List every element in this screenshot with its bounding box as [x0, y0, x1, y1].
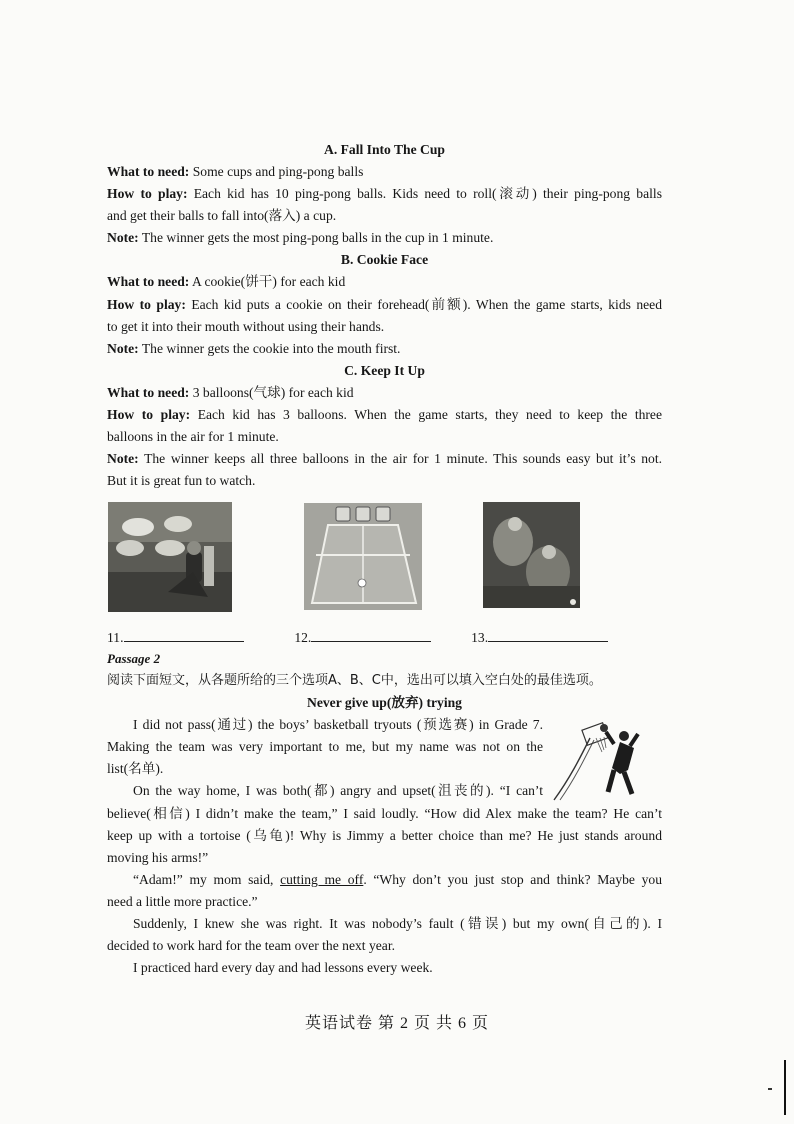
p4-line2: decided to work hard for the team over the next year.	[107, 938, 395, 953]
cookie-face-photo	[483, 502, 580, 608]
need-label: What to need:	[107, 164, 190, 179]
answer-blanks	[107, 627, 667, 649]
game-b-need	[107, 271, 662, 293]
p3-post: . “Why don’t you just stop and think? Maybe you	[363, 872, 662, 887]
need-label: What to need:	[107, 385, 190, 400]
how-text: Each kid has 10 ping-pong balls. Kids need to roll(滚动) their ping-pong balls	[193, 186, 662, 201]
game-c-title: C. Keep It Up	[344, 363, 425, 378]
p2-line4: moving his arms!”	[107, 850, 209, 865]
game-a-note	[107, 227, 662, 249]
q13-blank[interactable]	[488, 627, 608, 642]
scan-edge-mark	[784, 1060, 786, 1115]
p3-pre: “Adam!” my mom said,	[133, 872, 281, 887]
need-label: What to need:	[107, 274, 190, 289]
game-c-note-line2: But it is great fun to watch.	[107, 473, 256, 488]
how-label: How to play:	[107, 407, 191, 422]
passage-title: Never give up(放弃) trying	[307, 695, 462, 710]
how-label: How to play:	[107, 297, 186, 312]
game-b-how-line1	[107, 294, 662, 316]
passage-label: Passage 2	[107, 651, 161, 666]
game-c-need	[107, 382, 662, 404]
game-a-how-line1	[107, 183, 662, 205]
scan-mark	[768, 1088, 772, 1090]
passage-instruction: 阅读下面短文，从各题所给的三个选项A、B、C中，选出可以填入空白处的最佳选项。	[107, 673, 602, 688]
note-text: The winner gets the most ping-pong balls in the cup in 1 minute.	[141, 230, 494, 245]
game-b-title: B. Cookie Face	[340, 252, 429, 267]
p1-line2: Making the team was very important to me, but my name was not on the	[107, 739, 543, 754]
p2-line1: On the way home, I was both(都) angry and upset(沮丧的). “I can’t	[133, 783, 543, 798]
need-text: 3 balloons(气球) for each kid	[192, 385, 354, 400]
game-c-how-line1	[107, 404, 662, 426]
note-text: The winner gets the cookie into the mouth first.	[141, 341, 401, 356]
need-text: Some cups and ping-pong balls	[192, 164, 364, 179]
page-footer: 英语试卷 第 2 页 共 6 页	[304, 1015, 489, 1032]
p1-line3: list(名单).	[107, 761, 164, 776]
game-a-how-line2: and get their balls to fall into(落入) a cup.	[107, 208, 337, 223]
game-c-how-line2: balloons in the air for 1 minute.	[107, 429, 279, 444]
game-b-note	[107, 338, 662, 360]
balloons-photo	[108, 502, 232, 612]
p3-line2: need a little more practice.”	[107, 894, 258, 909]
note-text: The winner keeps all three balloons in the air for 1 minute. This sounds easy but it’s not.	[144, 451, 662, 466]
game-b-how-line2: to get it into their mouth without using their hands.	[107, 319, 385, 334]
how-text: Each kid has 3 balloons. When the game starts, they need to keep the three	[197, 407, 663, 422]
p5-line1: I practiced hard every day and had lessons every week.	[133, 960, 433, 975]
p4-line1: Suddenly, I knew she was right. It was nobody’s fault (错误) but my own(自己的). I	[133, 916, 662, 931]
p2-line3: keep up with a tortoise (乌龟)! Why is Jimmy a better choice than me? He just stands around	[107, 828, 662, 843]
p3-underlined-phrase: cutting me off	[280, 872, 364, 887]
game-a-need	[107, 161, 662, 183]
need-text: A cookie(饼干) for each kid	[191, 274, 346, 289]
basketball-player-illustration	[550, 708, 660, 804]
game-c-note-line1	[107, 448, 662, 470]
how-label: How to play:	[107, 186, 188, 201]
q11-number: 11.	[107, 630, 124, 645]
p1-line1: I did not pass(通过) the boys’ basketball tryouts (预选赛) in Grade 7.	[133, 717, 543, 732]
ping-pong-table-photo	[304, 503, 422, 610]
note-label: Note:	[107, 451, 139, 466]
game-a-title: A. Fall Into The Cup	[324, 142, 445, 157]
how-text: Each kid puts a cookie on their forehead(前额). When the game starts, kids need	[191, 297, 663, 312]
q11-blank[interactable]	[124, 627, 244, 642]
q12-number: 12.	[294, 630, 312, 645]
q13-number: 13.	[471, 630, 489, 645]
q12-blank[interactable]	[311, 627, 431, 642]
p3-line1	[133, 869, 662, 891]
note-label: Note:	[107, 230, 139, 245]
p2-line2: believe(相信) I didn’t make the team,” I said loudly. “How did Alex make the team? He can’t	[107, 806, 662, 821]
note-label: Note:	[107, 341, 139, 356]
